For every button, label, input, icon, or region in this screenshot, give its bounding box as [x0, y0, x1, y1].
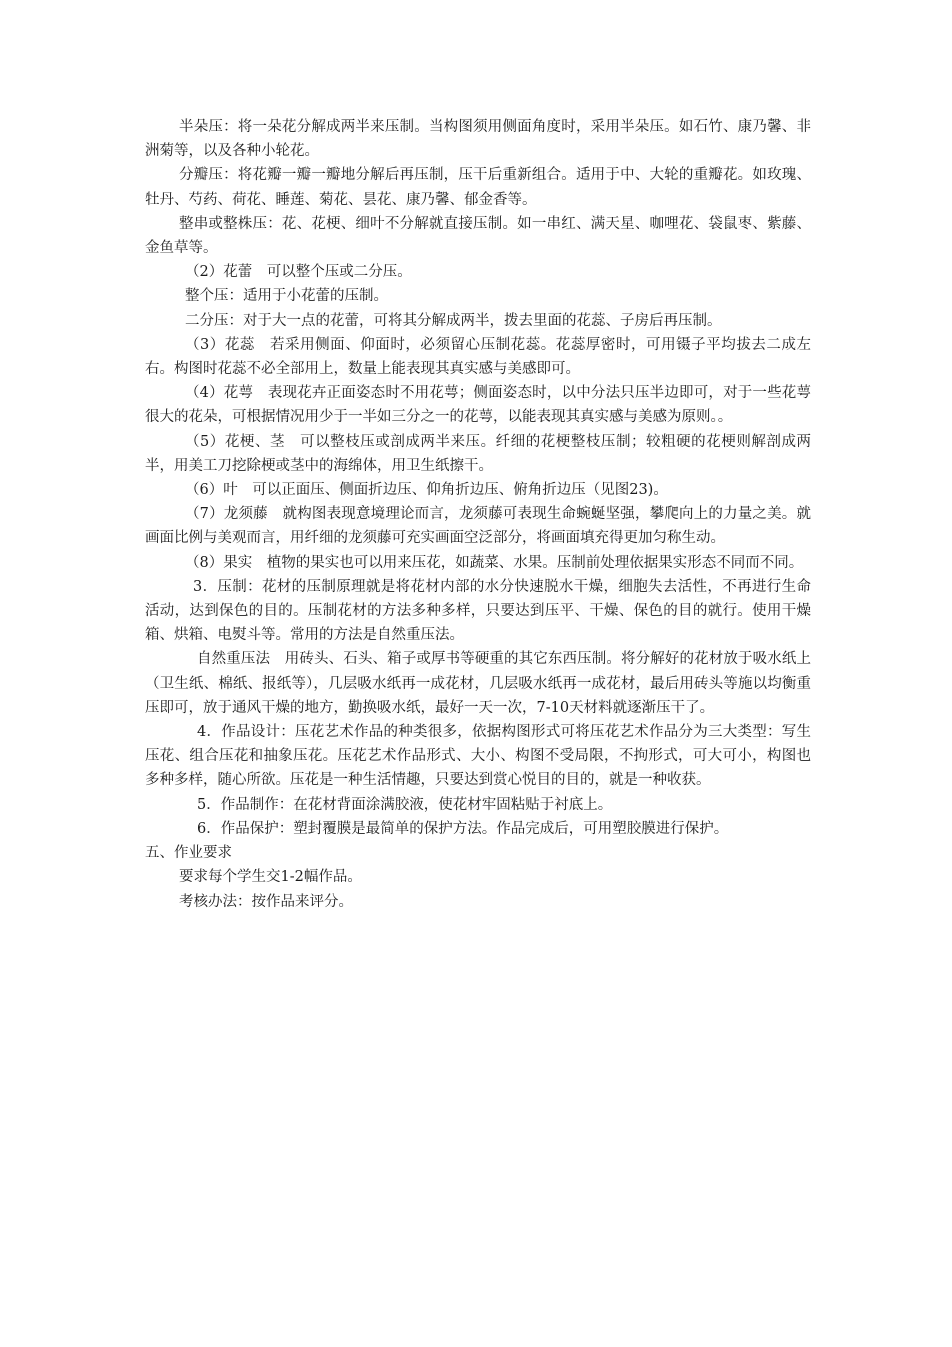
- paragraph-assessment-method: 考核办法：按作品来评分。: [179, 893, 353, 910]
- paragraph-stem: （5）花梗、茎 可以整枝压或剖成两半来压。纤细的花梗整枝压制；较粗硬的花梗则解剖成两半，用美工刀挖除梗或茎中的海绵体，用卫生纸擦干。: [145, 433, 811, 474]
- paragraph-whole-bud-press: 整个压：适用于小花蕾的压制。: [185, 288, 388, 305]
- paragraph-stamen: （3）花蕊 若采用侧面、仰面时，必须留心压制花蕊。花蕊厚密时，可用镊子平均拔去二成左右。构图时花蕊不必全部用上，数量上能表现其真实感与美感即可。: [145, 336, 811, 378]
- document-page: [145, 115, 811, 914]
- paragraph-bud: （2）花蕾 可以整个压或二分压。: [185, 264, 412, 281]
- paragraph-pressing: 3．压制：花材的压制原理就是将花材内部的水分快速脱水干燥，细胞失去活性，不再进行生命活动，达到保色的目的。压制花材的方法多种多样，只要达到压平、干燥、保色的目的就行。使用干燥箱、烘箱、电熨斗等。常用的方法是自然重压法。: [145, 578, 811, 644]
- paragraph-vine: （7）龙须藤 就构图表现意境理论而言，龙须藤可表现生命蜿蜒坚强，攀爬向上的力量之美。就画面比例与美观而言，用纤细的龙须藤可充实画面空泛部分，将画面填充得更加匀称生动。: [145, 506, 811, 547]
- paragraph-design: 4．作品设计：压花艺术作品的种类很多，依据构图形式可将压花艺术作品分为三大类型：写生压花、组合压花和抽象压花。压花艺术作品形式、大小、构图不受局限，不拘形式，可大可小，构图也多种多样，随心所欲。压花是一种生活情趣，只要达到赏心悦目的目的，就是一种收获。: [145, 724, 811, 789]
- paragraph-leaf: （6）叶 可以正面压、侧面折边压、仰角折边压、俯角折边压（见图23)。: [185, 482, 668, 499]
- paragraph-half-flower-press: 半朵压：将一朵花分解成两半来压制。当构图须用侧面角度时，采用半朵压。如石竹、康乃馨、非洲菊等，以及各种小轮花。: [145, 119, 811, 160]
- paragraph-calyx: （4）花萼 表现花卉正面姿态时不用花萼；侧面姿态时，以中分法只压半边即可，对于一些花萼很大的花朵，可根据情况用少于一半如三分之一的花萼，以能表现其真实感与美感为原则。。: [145, 385, 811, 426]
- section-heading-assignment: 五、作业要求: [145, 845, 232, 862]
- paragraph-whole-stem-press: 整串或整株压：花、花梗、细叶不分解就直接压制。如一串红、满天星、咖哩花、袋鼠枣、紫藤、金鱼草等。: [145, 215, 811, 257]
- paragraph-split-bud-press: 二分压：对于大一点的花蕾，可将其分解成两半，拨去里面的花蕊、子房后再压制。: [185, 312, 722, 329]
- paragraph-fruit: （8）果实 植物的果实也可以用来压花，如蔬菜、水果。压制前处理依据果实形态不同而不同。: [185, 554, 804, 571]
- paragraph-assignment-requirement: 要求每个学生交1-2幅作品。: [179, 869, 362, 886]
- paragraph-natural-weight-press: 自然重压法 用砖头、石头、箱子或厚书等硬重的其它东西压制。将分解好的花材放于吸水纸上（卫生纸、棉纸、报纸等），几层吸水纸再一成花材，几层吸水纸再一成花材，最后用砖头等施以均衡重压即可，放于通风干燥的地方，勤换吸水纸，最好一天一次，7-10天材料就逐渐压干了。: [145, 651, 811, 716]
- paragraph-petal-press: 分瓣压：将花瓣一瓣一瓣地分解后再压制，压干后重新组合。适用于中、大轮的重瓣花。如玫瑰、牡丹、芍药、荷花、睡莲、菊花、昙花、康乃馨、郁金香等。: [145, 167, 811, 208]
- paragraph-protection: 6．作品保护：塑封覆膜是最简单的保护方法。作品完成后，可用塑胶膜进行保护。: [197, 820, 729, 837]
- paragraph-production: 5．作品制作：在花材背面涂满胶液，使花材牢固粘贴于衬底上。: [197, 796, 613, 813]
